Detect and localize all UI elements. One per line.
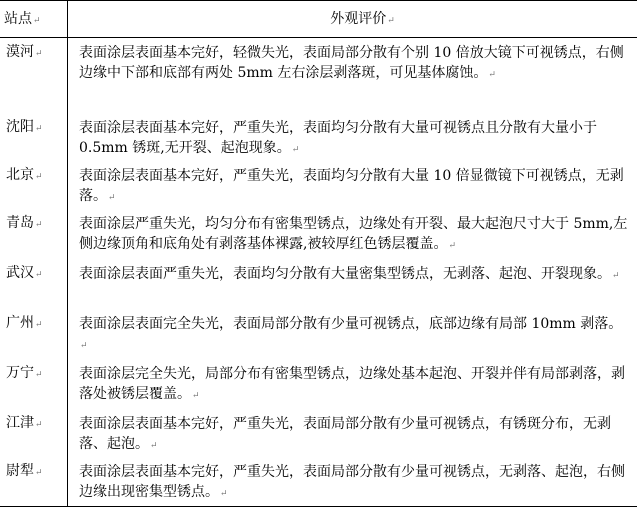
- evaluation-cell: [68, 259, 637, 309]
- paragraph-mark-icon: ↵: [387, 16, 395, 26]
- station-name: 漠河: [6, 44, 34, 60]
- paragraph-mark-icon: ↵: [35, 123, 43, 134]
- table-row: [0, 259, 637, 309]
- paragraph-mark-icon: ↵: [612, 270, 620, 281]
- evaluation-text: 表面涂层表面基本完好，严重失光，表面局部分散有少量可视锈点，无剥落、起泡，右侧边缘出现密集型锈点。: [79, 463, 625, 500]
- paragraph-mark-icon: ↵: [35, 171, 43, 182]
- station-name: 尉犁: [6, 462, 34, 479]
- evaluation-text: 表面涂层表面基本完好，严重失光，表面局部分散有少量可视锈点，有锈斑分布，无剥落、起泡。: [79, 415, 611, 452]
- paragraph-mark-icon: ↵: [448, 240, 456, 251]
- evaluation-cell: [68, 209, 637, 259]
- paragraph-mark-icon: ↵: [80, 340, 88, 351]
- paragraph-mark-icon: ↵: [291, 144, 300, 155]
- paragraph-mark-icon: ↵: [35, 467, 43, 478]
- table-header-row: [0, 1, 637, 38]
- station-name: 江津: [6, 414, 34, 431]
- evaluation-cell: [68, 161, 637, 209]
- station-cell: [0, 113, 68, 161]
- table-row: [0, 113, 637, 161]
- station-name: 北京: [6, 166, 34, 183]
- table-row: [0, 409, 637, 457]
- paragraph-mark-icon: ↵: [35, 49, 43, 59]
- evaluation-text: 表面涂层表面基本完好，严重失光，表面均匀分散有大量 10 倍显微镜下可视锈点，无剥落。: [79, 167, 624, 204]
- table-row: [0, 209, 637, 259]
- evaluation-text: 表面涂层完全失光，局部分布有密集型锈点，边缘处基本起泡、开裂并伴有局部剥落，剥落处被锈层覆盖。: [79, 365, 625, 402]
- paragraph-mark-icon: ↵: [192, 390, 200, 401]
- paragraph-mark-icon: ↵: [108, 192, 116, 203]
- table-row: [0, 309, 637, 359]
- evaluation-text: 表面涂层表面基本完好，轻微失光，表面局部分散有个别 10 倍放大镜下可视锈点，右侧边缘中下部和底部有两处 5mm 左右涂层剥落斑，可见基体腐蚀。: [79, 45, 624, 81]
- station-cell: [0, 457, 68, 507]
- paragraph-mark-icon: ↵: [33, 16, 41, 26]
- evaluation-cell: [68, 113, 637, 161]
- paragraph-mark-icon: ↵: [35, 419, 43, 430]
- station-cell: [0, 359, 68, 409]
- station-cell: [0, 259, 68, 309]
- evaluation-cell: [68, 359, 637, 409]
- station-cell: [0, 209, 68, 259]
- station-cell: [0, 38, 68, 113]
- table-row: [0, 359, 637, 409]
- station-cell: [0, 161, 68, 209]
- table-row: [0, 38, 637, 113]
- evaluation-cell: [68, 409, 637, 457]
- station-name: 广州: [6, 314, 34, 331]
- station-name: 沈阳: [6, 118, 34, 135]
- evaluation-text: 表面涂层表面基本完好，严重失光，表面均匀分散有大量可视锈点且分散有大量小于 0.5mm 锈斑,无开裂、起泡现象。: [79, 119, 597, 156]
- paragraph-mark-icon: ↵: [35, 269, 43, 280]
- station-name: 青岛: [6, 214, 34, 231]
- paragraph-mark-icon: ↵: [35, 319, 43, 330]
- station-cell: [0, 409, 68, 457]
- header-evaluation-label: 外观评价: [330, 11, 387, 27]
- table-row: [0, 161, 637, 209]
- station-name: 武汉: [6, 264, 34, 281]
- evaluation-text: 表面涂层表面完全失光，表面局部分散有少量可视锈点，底部边缘有局部 10mm 剥落。: [79, 315, 623, 332]
- header-station-cell: [0, 1, 68, 38]
- header-station-label: 站点: [4, 11, 32, 27]
- station-name: 万宁: [6, 364, 34, 381]
- paragraph-mark-icon: ↵: [150, 440, 158, 451]
- paragraph-mark-icon: ↵: [220, 488, 228, 499]
- evaluation-cell: [68, 309, 637, 359]
- paragraph-mark-icon: ↵: [35, 369, 43, 380]
- paragraph-mark-icon: ↵: [488, 70, 496, 80]
- evaluation-text: 表面涂层严重失光，均匀分布有密集型锈点，边缘处有开裂、最大起泡尺寸大于 5mm,左侧边缘顶角和底角处有剥落基体裸露,被较厚红色锈层覆盖。: [79, 215, 628, 252]
- station-cell: [0, 309, 68, 359]
- header-evaluation-cell: [68, 1, 637, 38]
- evaluation-cell: [68, 38, 637, 113]
- paragraph-mark-icon: ↵: [35, 219, 43, 230]
- table-row: [0, 457, 637, 507]
- evaluation-cell: [68, 457, 637, 507]
- evaluation-text: 表面涂层表面严重失光，表面均匀分散有大量密集型锈点，无剥落、起泡、开裂现象。: [79, 265, 611, 282]
